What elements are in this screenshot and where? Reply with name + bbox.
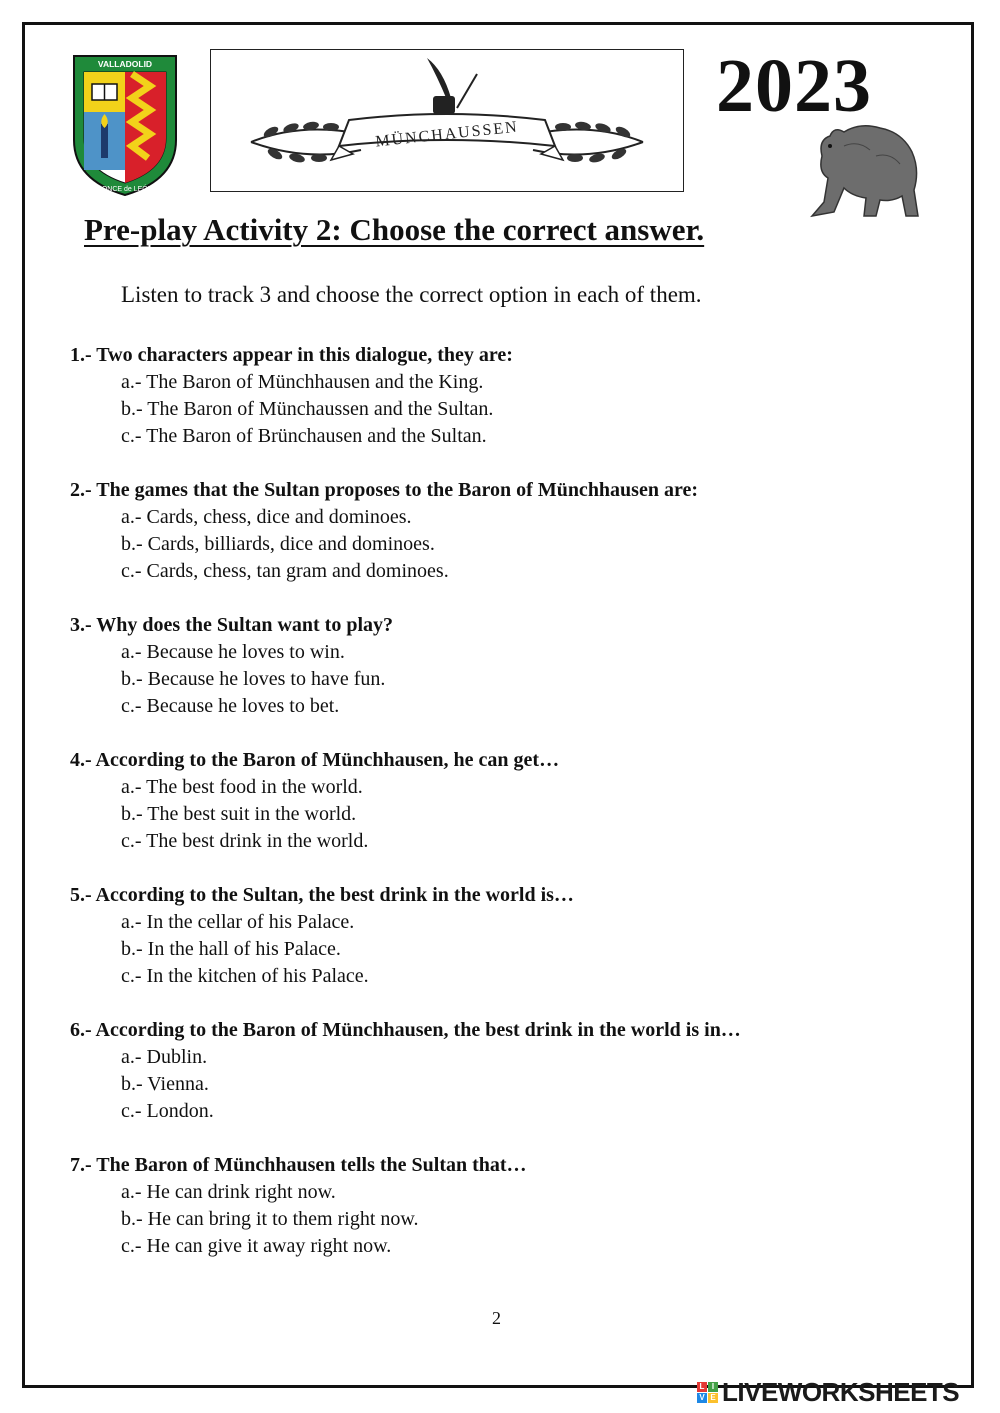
- question-text: 5.- According to the Sultan, the best drink in the world is…: [70, 884, 574, 906]
- page-number: 2: [492, 1308, 501, 1328]
- liveworksheets-watermark: [697, 1377, 959, 1407]
- option-a[interactable]: a.- The best food in the world.: [121, 776, 363, 798]
- crest-bottom-text: PONCE de LEÓN: [97, 186, 153, 193]
- option-b[interactable]: b.- The best suit in the world.: [121, 803, 357, 825]
- option-c[interactable]: c.- In the kitchen of his Palace.: [121, 965, 369, 987]
- option-b[interactable]: b.- Cards, billiards, dice and dominoes.: [121, 533, 435, 555]
- option-a[interactable]: a.- Because he loves to win.: [121, 641, 345, 663]
- instruction-text: Listen to track 3 and choose the correct option in each of them.: [121, 282, 702, 307]
- option-c[interactable]: c.- Cards, chess, tan gram and dominoes.: [121, 560, 449, 582]
- option-a[interactable]: a.- In the cellar of his Palace.: [121, 911, 355, 933]
- title-banner: [210, 49, 684, 192]
- option-c[interactable]: c.- The best drink in the world.: [121, 830, 369, 852]
- option-b[interactable]: b.- The Baron of Münchaussen and the Sultan.: [121, 398, 494, 420]
- activity-title: Pre-play Activity 2: Choose the correct answer.: [84, 212, 705, 247]
- bear-illustration: [804, 116, 926, 224]
- question-7: [70, 1152, 950, 1260]
- option-a[interactable]: a.- The Baron of Münchhausen and the King.: [121, 371, 484, 393]
- option-b[interactable]: b.- He can bring it to them right now.: [121, 1208, 419, 1230]
- option-a[interactable]: a.- Cards, chess, dice and dominoes.: [121, 506, 412, 528]
- option-a[interactable]: a.- Dublin.: [121, 1046, 208, 1068]
- question-1: [70, 342, 950, 450]
- question-text: 3.- Why does the Sultan want to play?: [70, 614, 394, 636]
- question-4: [70, 747, 950, 855]
- option-c[interactable]: c.- Because he loves to bet.: [121, 695, 340, 717]
- option-b[interactable]: b.- Because he loves to have fun.: [121, 668, 386, 690]
- option-b[interactable]: b.- Vienna.: [121, 1073, 209, 1095]
- school-crest-logo: [70, 52, 180, 198]
- question-3: [70, 612, 950, 720]
- question-text: 7.- The Baron of Münchhausen tells the Sultan that…: [70, 1154, 527, 1176]
- option-a[interactable]: a.- He can drink right now.: [121, 1181, 336, 1203]
- question-2: [70, 477, 950, 585]
- banner-text: MÜNCHAUSSEN: [374, 118, 520, 151]
- option-c[interactable]: c.- He can give it away right now.: [121, 1235, 392, 1257]
- question-5: [70, 882, 950, 990]
- question-text: 6.- According to the Baron of Münchhausen, the best drink in the world is in…: [70, 1019, 741, 1041]
- year-label: 2023: [716, 44, 872, 128]
- liveworksheets-logo-icon: L I V E: [697, 1382, 718, 1403]
- option-c[interactable]: c.- The Baron of Brünchausen and the Sultan.: [121, 425, 487, 447]
- option-c[interactable]: c.- London.: [121, 1100, 214, 1122]
- question-text: 4.- According to the Baron of Münchhausen, he can get…: [70, 749, 560, 771]
- option-b[interactable]: b.- In the hall of his Palace.: [121, 938, 341, 960]
- question-6: [70, 1017, 950, 1125]
- crest-top-text: VALLADOLID: [97, 59, 153, 69]
- question-text: 2.- The games that the Sultan proposes to the Baron of Münchhausen are:: [70, 479, 699, 501]
- watermark-text: LIVEWORKSHEETS: [722, 1376, 960, 1407]
- question-text: 1.- Two characters appear in this dialogue, they are:: [70, 344, 513, 366]
